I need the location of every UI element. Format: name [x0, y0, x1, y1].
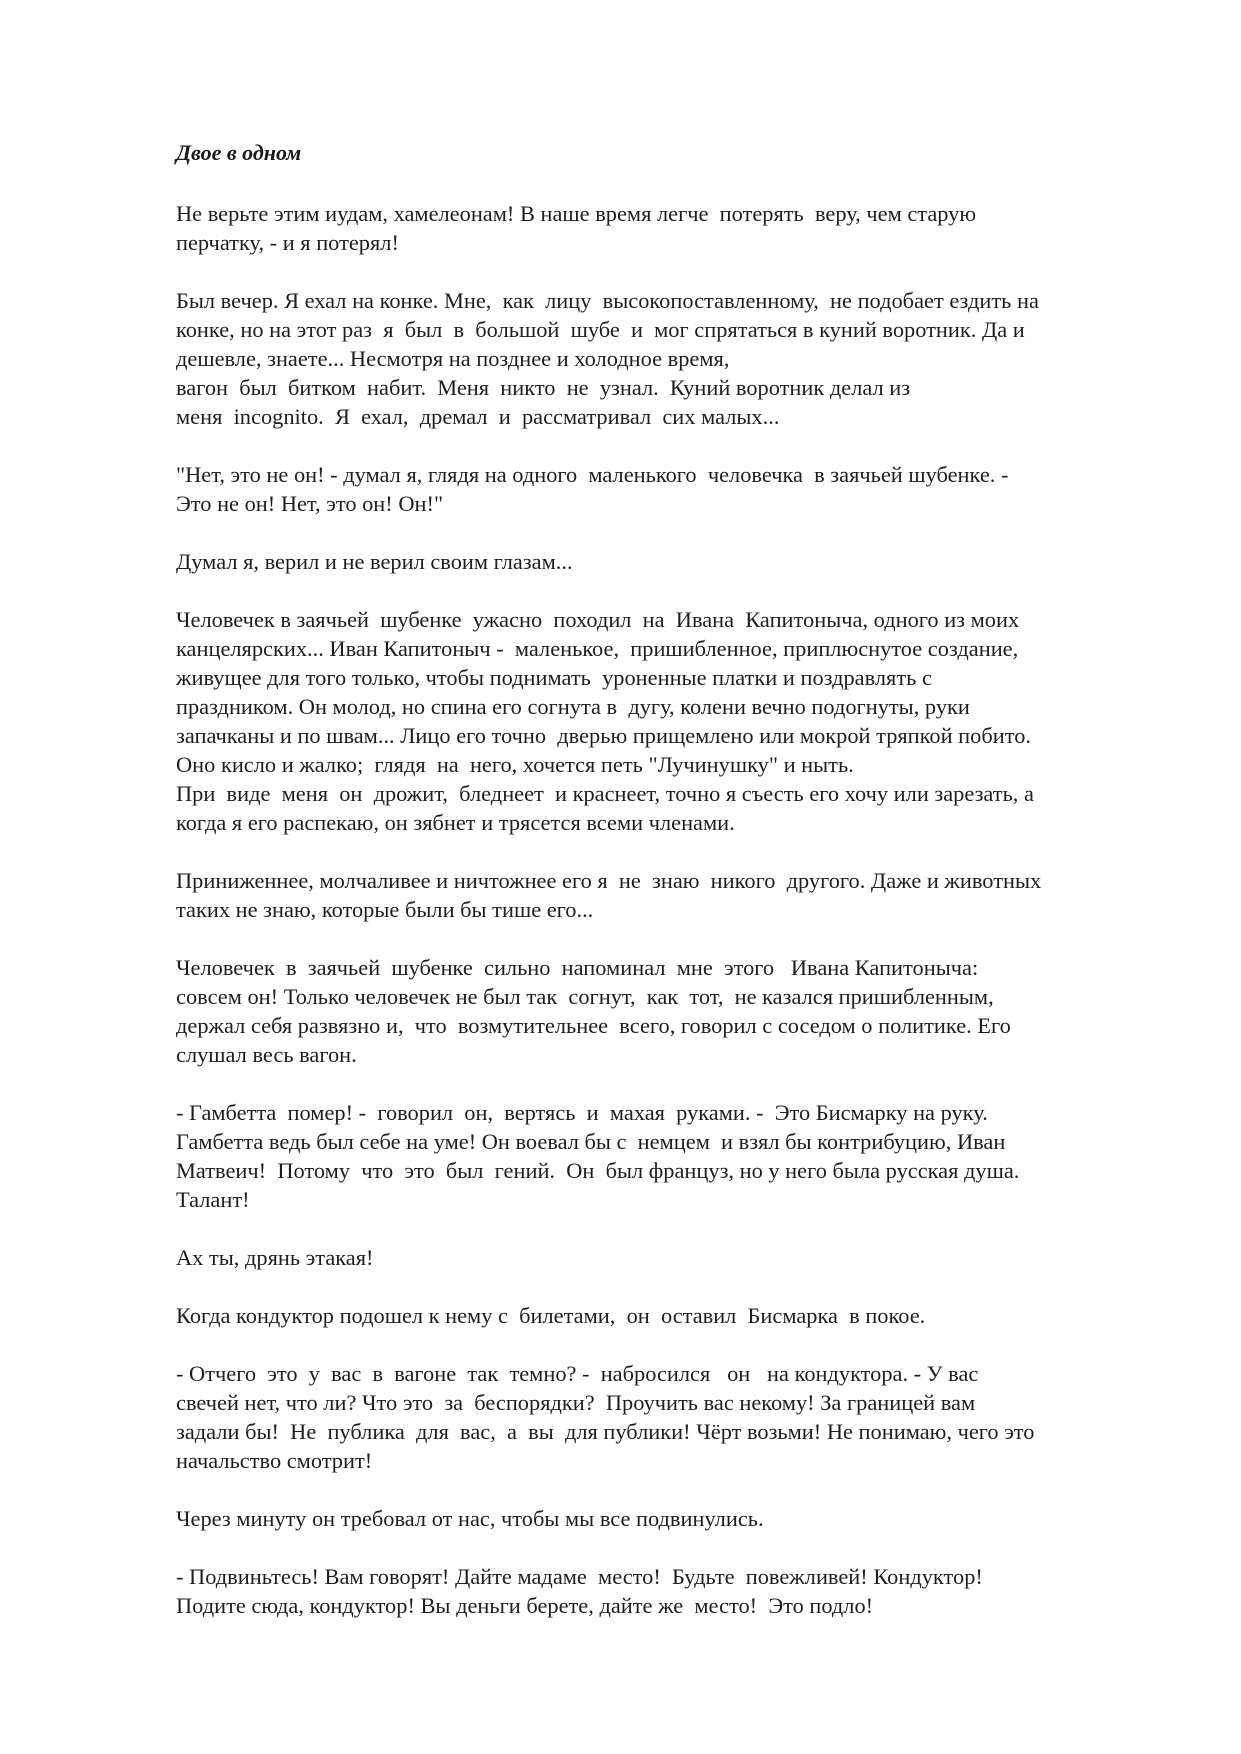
text-line: живущее для того только, чтобы поднимать уроненные платки и поздравлять с — [176, 665, 932, 690]
paragraph-gap — [176, 924, 1166, 953]
paragraph — [176, 286, 1166, 431]
paragraph — [176, 1301, 1166, 1330]
text-line: Талант! — [176, 1187, 250, 1212]
paragraph-gap — [176, 837, 1166, 866]
text-line: - Отчего это у вас в вагоне так темно? - набросился он на кондуктора. - У вас — [176, 1361, 979, 1386]
text-line: Приниженнее, молчаливее и ничтожнее его я не знаю никого другого. Даже и животных — [176, 868, 1042, 893]
paragraph-gap — [176, 518, 1166, 547]
paragraph — [176, 953, 1166, 1069]
text-line: Человечек в заячьей шубенке ужасно походил на Ивана Капитоныча, одного из моих — [176, 607, 1020, 632]
text-line: Оно кисло и жалко; глядя на него, хочется петь "Лучинушку" и ныть. — [176, 752, 854, 777]
paragraph-gap — [176, 576, 1166, 605]
paragraph — [176, 1562, 1166, 1620]
text-line: Это не он! Нет, это он! Он!" — [176, 491, 444, 516]
paragraph — [176, 1504, 1166, 1533]
paragraph — [176, 866, 1166, 924]
text-line: меня incognito. Я ехал, дремал и рассматривал сих малых... — [176, 404, 780, 429]
text-line: перчатку, - и я потерял! — [176, 230, 399, 255]
text-line: дешевле, знаете... Несмотря на позднее и холодное время, — [176, 346, 730, 371]
text-line: совсем он! Только человечек не был так согнут, как тот, не казался пришибленным, — [176, 984, 994, 1009]
text-line: когда я его распекаю, он зябнет и трясется всеми членами. — [176, 810, 735, 835]
paragraph — [176, 1098, 1166, 1214]
text-line: свечей нет, что ли? Что это за беспорядки? Проучить вас некому! За границей вам — [176, 1390, 976, 1415]
text-line: Когда кондуктор подошел к нему с билетами, он оставил Бисмарка в покое. — [176, 1303, 926, 1328]
paragraph-gap — [176, 1272, 1166, 1301]
text-line: Ах ты, дрянь этакая! — [176, 1245, 374, 1270]
text-line: При виде меня он дрожит, бледнеет и краснеет, точно я съесть его хочу или зарезать, а — [176, 781, 1034, 806]
text-line: держал себя развязно и, что возмутительнее всего, говорил с соседом о политике. Его — [176, 1013, 1011, 1038]
text-line: слушал весь вагон. — [176, 1042, 357, 1067]
text-line: таких не знаю, которые были бы тише его... — [176, 897, 594, 922]
document-body — [176, 199, 1166, 1620]
text-line: Не верьте этим иудам, хамелеонам! В наше время легче потерять веру, чем старую — [176, 201, 977, 226]
text-line: канцелярских... Иван Капитоныч - маленькое, пришибленное, приплюснутое создание, — [176, 636, 1019, 661]
paragraph — [176, 199, 1166, 257]
text-line: "Нет, это не он! - думал я, глядя на одного маленького человечка в заячьей шубенке. - — [176, 462, 1009, 487]
text-line: Думал я, верил и не верил своим глазам... — [176, 549, 573, 574]
paragraph-gap — [176, 431, 1166, 460]
paragraph-gap — [176, 1214, 1166, 1243]
text-line: Человечек в заячьей шубенке сильно напоминал мне этого Ивана Капитоныча: — [176, 955, 979, 980]
document-title: Двое в одном — [176, 140, 302, 165]
paragraph — [176, 460, 1166, 518]
text-line: начальство смотрит! — [176, 1448, 373, 1473]
paragraph-gap — [176, 1533, 1166, 1562]
text-line: конке, но на этот раз я был в большой шубе и мог спрятаться в куний воротник. Да и — [176, 317, 1025, 342]
paragraph — [176, 1359, 1166, 1475]
text-line: - Подвиньтесь! Вам говорят! Дайте мадаме место! Будьте повежливей! Кондуктор! — [176, 1564, 983, 1589]
text-line: вагон был битком набит. Меня никто не узнал. Куний воротник делал из — [176, 375, 911, 400]
text-line: запачканы и по швам... Лицо его точно дверью прищемлено или мокрой тряпкой побито. — [176, 723, 1032, 748]
paragraph-gap — [176, 1069, 1166, 1098]
text-line: задали бы! Не публика для вас, а вы для публики! Чёрт возьми! Не понимаю, чего это — [176, 1419, 1035, 1444]
text-line: Матвеич! Потому что это был гений. Он был француз, но у него была русская душа. — [176, 1158, 1020, 1183]
text-line: праздником. Он молод, но спина его согнута в дугу, колени вечно подогнуты, руки — [176, 694, 970, 719]
paragraph — [176, 605, 1166, 837]
text-line: - Гамбетта помер! - говорил он, вертясь и махая руками. - Это Бисмарку на руку. — [176, 1100, 988, 1125]
paragraph-gap — [176, 1475, 1166, 1504]
text-line: Через минуту он требовал от нас, чтобы мы все подвинулись. — [176, 1506, 764, 1531]
paragraph-gap — [176, 257, 1166, 286]
paragraph — [176, 1243, 1166, 1272]
paragraph — [176, 547, 1166, 576]
text-line: Гамбетта ведь был себе на уме! Он воевал бы с немцем и взял бы контрибуцию, Иван — [176, 1129, 1006, 1154]
text-line: Подите сюда, кондуктор! Вы деньги берете, дайте же место! Это подло! — [176, 1593, 874, 1618]
text-line: Был вечер. Я ехал на конке. Мне, как лицу высокопоставленному, не подобает ездить на — [176, 288, 1039, 313]
paragraph-gap — [176, 1330, 1166, 1359]
